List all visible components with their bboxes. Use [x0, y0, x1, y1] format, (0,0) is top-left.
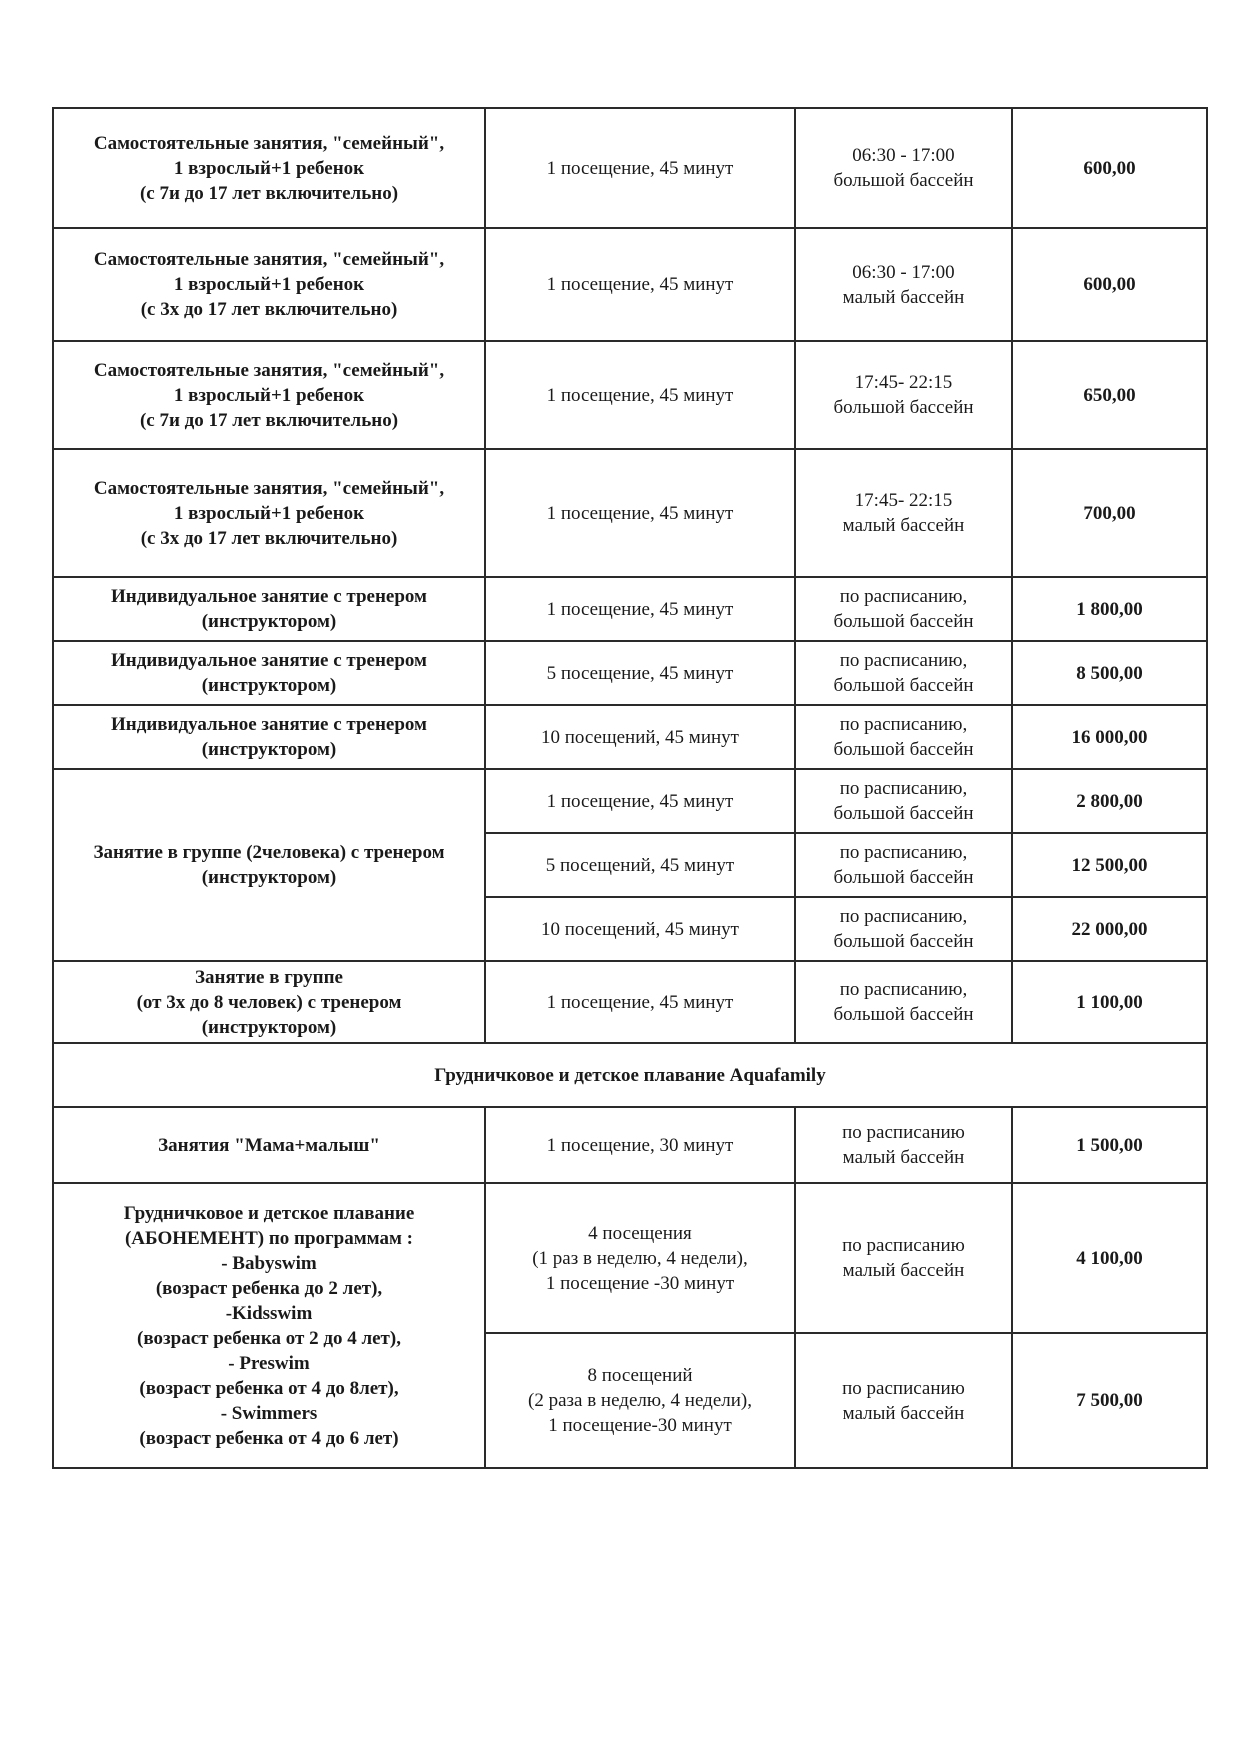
schedule-pool: 06:30 - 17:00 малый бассейн — [795, 228, 1012, 341]
table-row — [53, 641, 1207, 705]
service-description: Индивидуальное занятие с тренером (инструктором) — [53, 641, 485, 705]
section-title: Грудничковое и детское плавание Aquafamily — [53, 1043, 1207, 1107]
service-description: Самостоятельные занятия, "семейный", 1 взрослый+1 ребенок (с 7и до 17 лет включительно) — [53, 108, 485, 228]
visits-duration: 1 посещение, 45 минут — [485, 577, 795, 641]
price: 4 100,00 — [1012, 1183, 1207, 1333]
price: 1 100,00 — [1012, 961, 1207, 1043]
schedule-pool: 17:45- 22:15 малый бассейн — [795, 449, 1012, 577]
visits-duration: 1 посещение, 45 минут — [485, 228, 795, 341]
service-description: Занятие в группе (от 3х до 8 человек) с тренером (инструктором) — [53, 961, 485, 1043]
table-row — [53, 228, 1207, 341]
table-row — [53, 1183, 1207, 1333]
schedule-pool: по расписанию, большой бассейн — [795, 577, 1012, 641]
visits-duration: 8 посещений (2 раза в неделю, 4 недели), 1 посещение-30 минут — [485, 1333, 795, 1468]
schedule-pool: по расписанию, большой бассейн — [795, 769, 1012, 833]
service-description: Самостоятельные занятия, "семейный", 1 взрослый+1 ребенок (с 7и до 17 лет включительно) — [53, 341, 485, 449]
price: 22 000,00 — [1012, 897, 1207, 961]
service-description: Занятия "Мама+малыш" — [53, 1107, 485, 1183]
table-row — [53, 108, 1207, 228]
visits-duration: 10 посещений, 45 минут — [485, 705, 795, 769]
visits-duration: 4 посещения (1 раз в неделю, 4 недели), 1 посещение -30 минут — [485, 1183, 795, 1333]
schedule-pool: по расписанию, большой бассейн — [795, 641, 1012, 705]
price: 600,00 — [1012, 108, 1207, 228]
visits-duration: 5 посещение, 45 минут — [485, 641, 795, 705]
schedule-pool: по расписанию малый бассейн — [795, 1333, 1012, 1468]
service-description: Грудничковое и детское плавание (АБОНЕМЕНТ) по программам : - Babyswim (возраст ребенка до 2 лет), -Kidsswim (возраст ребенка от 2 до 4 лет), - Preswim (возраст ребенка от 4 до 8лет), - Swimmers (возраст ребенка от 4 до 6 лет) — [53, 1183, 485, 1468]
visits-duration: 1 посещение, 45 минут — [485, 769, 795, 833]
visits-duration: 1 посещение, 30 минут — [485, 1107, 795, 1183]
visits-duration: 1 посещение, 45 минут — [485, 449, 795, 577]
price: 700,00 — [1012, 449, 1207, 577]
service-description: Самостоятельные занятия, "семейный", 1 взрослый+1 ребенок (с 3х до 17 лет включительно) — [53, 449, 485, 577]
schedule-pool: 17:45- 22:15 большой бассейн — [795, 341, 1012, 449]
service-description: Самостоятельные занятия, "семейный", 1 взрослый+1 ребенок (с 3х до 17 лет включительно) — [53, 228, 485, 341]
schedule-pool: по расписанию малый бассейн — [795, 1107, 1012, 1183]
price-table — [52, 107, 1208, 1469]
price: 7 500,00 — [1012, 1333, 1207, 1468]
price: 16 000,00 — [1012, 705, 1207, 769]
service-description: Индивидуальное занятие с тренером (инструктором) — [53, 705, 485, 769]
table-row — [53, 449, 1207, 577]
visits-duration: 1 посещение, 45 минут — [485, 108, 795, 228]
visits-duration: 1 посещение, 45 минут — [485, 961, 795, 1043]
table-row — [53, 1107, 1207, 1183]
table-row — [53, 961, 1207, 1043]
table-row — [53, 577, 1207, 641]
visits-duration: 1 посещение, 45 минут — [485, 341, 795, 449]
price: 600,00 — [1012, 228, 1207, 341]
schedule-pool: по расписанию, большой бассейн — [795, 833, 1012, 897]
schedule-pool: по расписанию, большой бассейн — [795, 897, 1012, 961]
schedule-pool: по расписанию, большой бассейн — [795, 961, 1012, 1043]
price: 650,00 — [1012, 341, 1207, 449]
price: 1 800,00 — [1012, 577, 1207, 641]
schedule-pool: по расписанию, большой бассейн — [795, 705, 1012, 769]
table-row — [53, 341, 1207, 449]
table-row — [53, 769, 1207, 833]
price: 8 500,00 — [1012, 641, 1207, 705]
table-row — [53, 705, 1207, 769]
schedule-pool: 06:30 - 17:00 большой бассейн — [795, 108, 1012, 228]
price: 1 500,00 — [1012, 1107, 1207, 1183]
service-description: Занятие в группе (2человека) с тренером (инструктором) — [53, 769, 485, 961]
price: 2 800,00 — [1012, 769, 1207, 833]
visits-duration: 10 посещений, 45 минут — [485, 897, 795, 961]
schedule-pool: по расписанию малый бассейн — [795, 1183, 1012, 1333]
price: 12 500,00 — [1012, 833, 1207, 897]
table-row — [53, 1043, 1207, 1107]
visits-duration: 5 посещений, 45 минут — [485, 833, 795, 897]
service-description: Индивидуальное занятие с тренером (инструктором) — [53, 577, 485, 641]
